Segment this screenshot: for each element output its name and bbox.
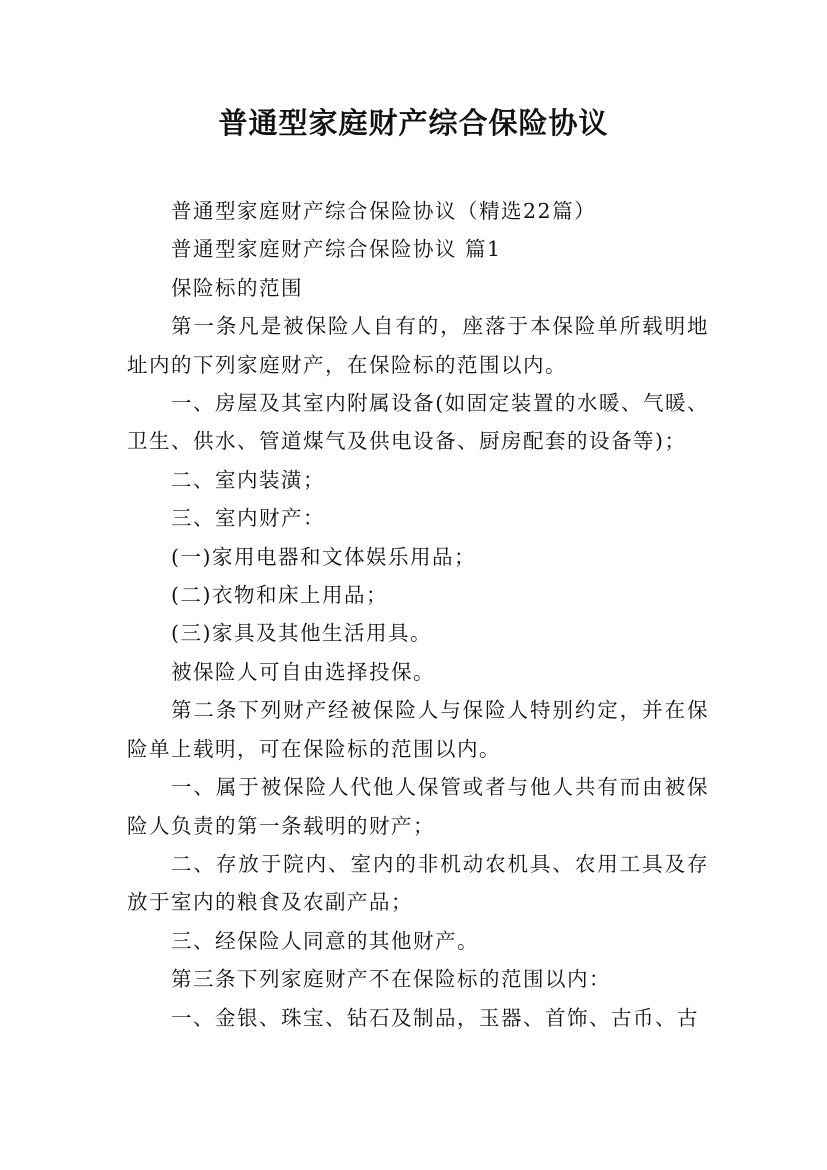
paragraph-article-3-item-1: 一、金银、珠宝、钻石及制品，玉器、首饰、古币、古 <box>171 1005 699 1030</box>
paragraph-subitem-2: (二)衣物和床上用品； <box>171 583 388 608</box>
paragraph-subitem-1: (一)家用电器和文体娱乐用品； <box>171 544 476 569</box>
paragraph-article-2: 第二条下列财产经被保险人与保险人特别约定，并在保险单上载明，可在保险标的范围以内。 <box>127 698 709 761</box>
paragraph-item-2: 二、室内装潢； <box>171 467 325 492</box>
document-title: 普通型家庭财产综合保险协议 <box>218 106 609 140</box>
paragraph-choice-note: 被保险人可自由选择投保。 <box>171 659 435 684</box>
paragraph-item-1: 一、房屋及其室内附属设备(如固定装置的水暖、气暖、卫生、供水、管道煤气及供电设备、厨房配套的设备等)； <box>127 391 709 454</box>
paragraph-heading-scope: 保险标的范围 <box>171 275 303 300</box>
paragraph-subtitle: 普通型家庭财产综合保险协议（精选22篇） <box>171 199 597 223</box>
paragraph-article-2-item-2: 二、存放于院内、室内的非机动农机具、农用工具及存放于室内的粮食及农副产品； <box>127 851 709 915</box>
paragraph-article-3: 第三条下列家庭财产不在保险标的范围以内： <box>171 967 611 992</box>
document-body <box>127 192 709 1037</box>
paragraph-article-2-item-1: 一、属于被保险人代他人保管或者与他人共有而由被保险人负责的第一条载明的财产； <box>127 775 709 838</box>
paragraph-article-2-item-3: 三、经保险人同意的其他财产。 <box>171 928 479 953</box>
paragraph-item-3: 三、室内财产： <box>171 506 325 531</box>
paragraph-section-heading: 普通型家庭财产综合保险协议 篇1 <box>171 237 502 262</box>
paragraph-subitem-3: (三)家具及其他生活用具。 <box>171 621 432 646</box>
paragraph-article-1: 第一条凡是被保险人自有的，座落于本保险单所载明地址内的下列家庭财产，在保险标的范围以内。 <box>127 314 709 377</box>
